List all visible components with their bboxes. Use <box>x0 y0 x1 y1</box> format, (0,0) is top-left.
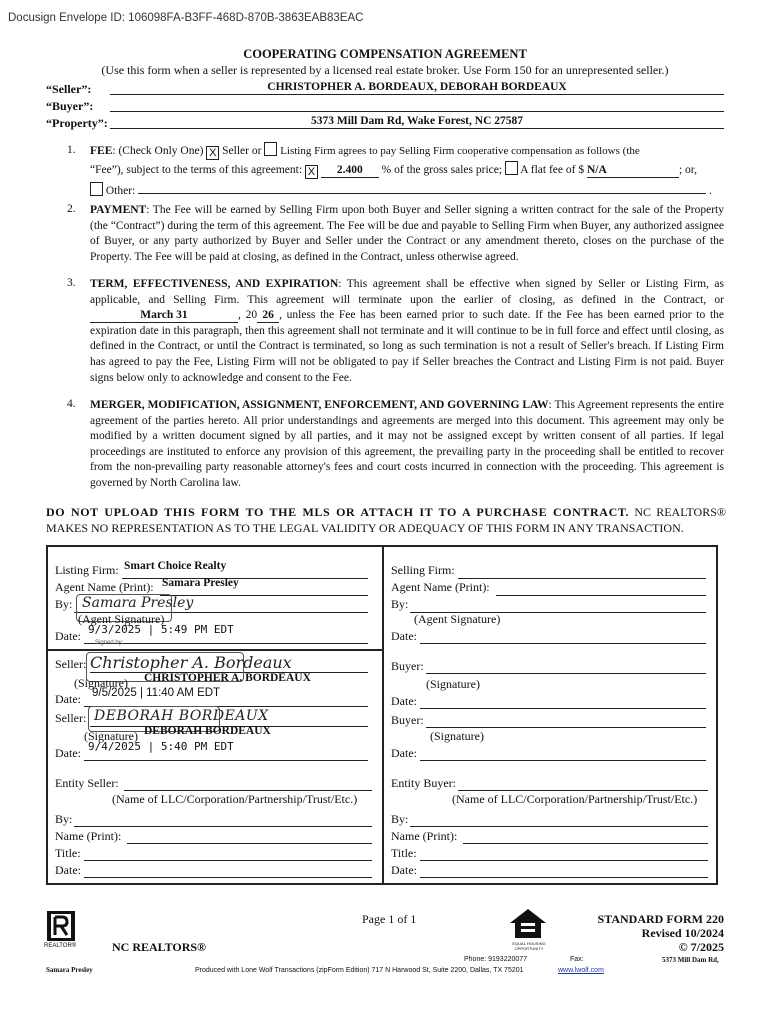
buyer1-date-line[interactable] <box>420 707 706 709</box>
signature-row-divider <box>46 649 382 651</box>
realtor-caption: REALTOR® <box>44 943 77 949</box>
entity-buyer-caption: (Name of LLC/Corporation/Partnership/Trust/Etc.) <box>452 792 698 806</box>
entity-buyer-line[interactable] <box>458 789 708 791</box>
entity-buyer-name-label: Name (Print): <box>391 829 458 843</box>
page-number: Page 1 of 1 <box>362 912 417 926</box>
seller2-label: Seller: <box>55 711 87 725</box>
fee-text-4: “Fee”), subject to the terms of this agreement: <box>90 164 303 176</box>
buyer2-line[interactable] <box>426 726 706 728</box>
payment-heading: PAYMENT <box>90 204 147 216</box>
term-paragraph <box>90 277 724 386</box>
agent-name-label: Agent Name (Print): <box>55 580 154 594</box>
other-checkbox[interactable] <box>90 182 103 196</box>
seller2-signature[interactable]: DEBORAH BORDEAUX <box>94 708 269 724</box>
merger-heading: MERGER, MODIFICATION, ASSIGNMENT, ENFORCEMENT, AND GOVERNING LAW <box>90 399 549 411</box>
agent-by-label: By: <box>55 597 73 611</box>
selling-date-line[interactable] <box>420 642 706 644</box>
buyer1-label: Buyer: <box>391 659 424 673</box>
agent-date-label: Date: <box>55 629 81 643</box>
term-text-3: , unless the Fee has been earned prior to such date. If the Fee has been earned prior to the expiration date in this paragraph, then this agreement shall not terminate and it will continue to be in full force and effect until closing, as defined in the Contract, or until the Contract is terminated, so long as such termination is not a result of Seller's breach. If Listing Firm has agreed to pay the Fee, Listing Firm will not be obligated to pay if Seller breaches the Contract and Listing Firm is not paid. Buyer signs below only to acknowledge and consent to the Fee. <box>90 309 724 384</box>
form-subtitle: (Use this form when a seller is represented by a licensed real estate broker. Use Form 150 for an unrepresented seller.) <box>101 63 669 77</box>
seller1-label: Seller: <box>55 657 87 671</box>
fee-text-6: A flat fee of $ <box>520 164 585 176</box>
entity-seller-date-label: Date: <box>55 863 81 877</box>
entity-buyer-date-label: Date: <box>391 863 417 877</box>
listing-firm-label: Listing Firm: <box>55 563 119 577</box>
seller2-date-line <box>84 759 368 761</box>
buyer-label: “Buyer”: <box>46 99 94 113</box>
seller2-signature-caption: (Signature) <box>84 729 138 743</box>
fee-heading: FEE <box>90 145 113 157</box>
buyer2-signature-caption: (Signature) <box>430 729 484 743</box>
seller-pays-checkbox[interactable]: X <box>206 146 219 160</box>
term-heading: TERM, EFFECTIVENESS, AND EXPIRATION <box>90 278 339 290</box>
entity-buyer-label: Entity Buyer: <box>391 776 456 790</box>
fee-text-8: Other: <box>105 185 136 197</box>
seller1-print-name: CHRISTOPHER A. BORDEAUX <box>144 672 311 684</box>
agent-name-value[interactable]: Samara Presley <box>162 577 239 589</box>
footer-property: 5373 Mill Dam Rd, <box>662 956 719 964</box>
percent-value[interactable]: 2.400 <box>321 164 379 178</box>
entity-seller-title-label: Title: <box>55 846 81 860</box>
entity-buyer-date-line[interactable] <box>420 876 708 878</box>
mls-notice-rest: NC REALTORS® MAKES NO REPRESENTATION AS TO THE LEGAL VALIDITY OR ADEQUACY OF THIS FORM IN ANY TRANSACTION. <box>46 505 726 535</box>
footer-agent-name: Samara Presley <box>46 966 93 974</box>
footer-fax: Fax: <box>570 956 584 963</box>
buyer1-date-label: Date: <box>391 694 417 708</box>
expiration-year-field[interactable]: 26 <box>257 309 279 323</box>
realtor-logo-icon <box>46 910 76 942</box>
buyer2-date-line[interactable] <box>420 759 706 761</box>
form-name: STANDARD FORM 220 <box>597 912 724 926</box>
entity-seller-title-line[interactable] <box>84 859 372 861</box>
fee-text-9: . <box>709 185 712 197</box>
entity-buyer-by-label: By: <box>391 812 409 826</box>
equal-housing-caption: EQUAL HOUSING OPPORTUNITY <box>512 941 546 951</box>
buyer1-signature-caption: (Signature) <box>426 677 480 691</box>
entity-seller-date-line[interactable] <box>84 876 372 878</box>
mls-notice <box>46 504 726 536</box>
selling-firm-label: Selling Firm: <box>391 563 455 577</box>
merger-text: : This Agreement represents the entire agreement of the parties hereto. All prior understandings and agreements are merged into this document. This agreement may only be modified by a written document signed by all parties, and it may not be assigned except by written consent of all parties. If legal proceedings are instituted to enforce any provision of this agreement, the prevailing party in the proceeding shall be entitled to recover from the non-prevailing party reasonable attorney's fees and court costs incurred in connection with the proceeding. This agreement is governed by North Carolina law. <box>90 399 725 489</box>
form-title: COOPERATING COMPENSATION AGREEMENT <box>243 47 527 61</box>
expiration-date-field[interactable]: March 31 <box>90 309 238 323</box>
property-value: 5373 Mill Dam Rd, Wake Forest, NC 27587 <box>311 115 523 127</box>
footer-website-link[interactable]: www.lwolf.com <box>558 967 604 974</box>
percent-checkbox[interactable]: X <box>305 165 318 179</box>
selling-by-label: By: <box>391 597 409 611</box>
payment-number: 2. <box>67 203 76 215</box>
seller1-date-label: Date: <box>55 692 81 706</box>
listing-firm-line <box>122 577 368 579</box>
entity-seller-name-label: Name (Print): <box>55 829 122 843</box>
selling-date-label: Date: <box>391 629 417 643</box>
agent-signature[interactable]: Samara Presley <box>82 595 194 611</box>
fee-text-2: Seller or <box>222 145 262 157</box>
entity-buyer-title-label: Title: <box>391 846 417 860</box>
flat-fee-value[interactable]: N/A <box>587 164 679 178</box>
seller1-signature[interactable]: Christopher A. Bordeaux <box>90 653 292 672</box>
entity-seller-caption: (Name of LLC/Corporation/Partnership/Trust/Etc.) <box>112 792 358 806</box>
equal-housing-icon <box>508 907 548 941</box>
other-field[interactable] <box>138 180 706 194</box>
signed-by-tag: Signed by: <box>95 640 124 646</box>
mls-notice-bold: DO NOT UPLOAD THIS FORM TO THE MLS OR ATTACH IT TO A PURCHASE CONTRACT. <box>46 505 630 519</box>
selling-agent-name-line[interactable] <box>496 594 706 596</box>
fee-text-1: : (Check Only One) <box>112 145 204 157</box>
fee-number: 1. <box>67 144 76 156</box>
seller1-date-value: 9/5/2025 | 11:40 AM EDT <box>92 687 221 699</box>
term-number: 3. <box>67 277 76 289</box>
entity-seller-label: Entity Seller: <box>55 776 119 790</box>
property-label: “Property”: <box>46 116 108 130</box>
payment-paragraph <box>90 203 724 265</box>
fee-text-3: Listing Firm agrees to pay Selling Firm cooperative compensation as follows (the <box>280 145 640 157</box>
fee-text-7: ; or, <box>678 164 698 176</box>
payment-text: : The Fee will be earned by Selling Firm upon both Buyer and Seller signing a written contract for the sale of the Property (the “Contract”) during the term of this agreement. The Fee will be due and payable to Selling Firm when Buyer, any authorized assignee of Buyer, or any party authorized by Buyer and Seller under the Contract or any amendment thereto, closes on the purchase of the Property. The Fee will be paid at closing, as defined in the Contract, unless otherwise agreed. <box>90 204 724 263</box>
merger-paragraph <box>90 398 724 492</box>
agent-date-line <box>84 642 368 644</box>
entity-buyer-by-line[interactable] <box>410 825 708 827</box>
seller-value: CHRISTOPHER A. BORDEAUX, DEBORAH BORDEAUX <box>267 81 567 93</box>
property-field[interactable] <box>110 114 724 129</box>
buyer1-line[interactable] <box>426 672 706 674</box>
seller1-signature-caption: (Signature) <box>74 676 128 690</box>
seller2-print-name: DEBORAH BORDEAUX <box>144 725 271 737</box>
footer-phone: Phone: 9193220077 <box>464 956 528 963</box>
agent-date-value: 9/3/2025 | 5:49 PM EDT <box>88 623 234 636</box>
entity-seller-line[interactable] <box>124 789 372 791</box>
entity-seller-by-label: By: <box>55 812 73 826</box>
form-id-block <box>560 912 724 954</box>
fee-text-5: % of the gross sales price; <box>381 164 503 176</box>
buyer2-label: Buyer: <box>391 713 424 727</box>
buyer-field[interactable] <box>110 97 724 112</box>
form-revised: Revised 10/2024 <box>641 926 724 940</box>
buyer2-date-label: Date: <box>391 746 417 760</box>
entity-seller-by-line[interactable] <box>74 825 372 827</box>
signature-column-divider <box>382 545 384 885</box>
footer-produced: Produced with Lone Wolf Transactions (zipForm Edition) 717 N Harwood St, Suite 2200, Dallas, TX 75201 <box>195 967 524 974</box>
listing-firm-pays-checkbox[interactable] <box>264 142 277 156</box>
envelope-id: Docusign Envelope ID: 106098FA-B3FF-468D-870B-3863EAB83EAC <box>8 12 364 24</box>
term-text-1: : This agreement shall be effective when signed by Seller or Listing Firm, as applicable, and Selling Firm. This agreement will terminate upon the earlier of closing, as defined in the Contract, or <box>90 278 724 306</box>
flat-fee-checkbox[interactable] <box>505 161 518 175</box>
entity-buyer-name-line[interactable] <box>463 842 708 844</box>
form-copyright: © 7/2025 <box>678 940 724 954</box>
seller-field[interactable] <box>110 80 724 95</box>
selling-agent-name-label: Agent Name (Print): <box>391 580 490 594</box>
selling-firm-line[interactable] <box>458 577 706 579</box>
seller-label: “Seller”: <box>46 82 92 96</box>
selling-agent-signature-caption: (Agent Signature) <box>414 612 501 626</box>
entity-seller-name-line[interactable] <box>127 842 372 844</box>
fee-paragraph <box>90 142 724 200</box>
agent-signature-caption: (Agent Signature) <box>78 612 165 626</box>
listing-firm-value[interactable]: Smart Choice Realty <box>124 560 227 572</box>
term-text-2: , 20 <box>238 309 258 322</box>
merger-number: 4. <box>67 398 76 410</box>
nc-realtors: NC REALTORS® <box>112 940 206 954</box>
seller2-date-value: 9/4/2025 | 5:40 PM EDT <box>88 740 234 753</box>
seller2-date-label: Date: <box>55 746 81 760</box>
entity-buyer-title-line[interactable] <box>420 859 708 861</box>
